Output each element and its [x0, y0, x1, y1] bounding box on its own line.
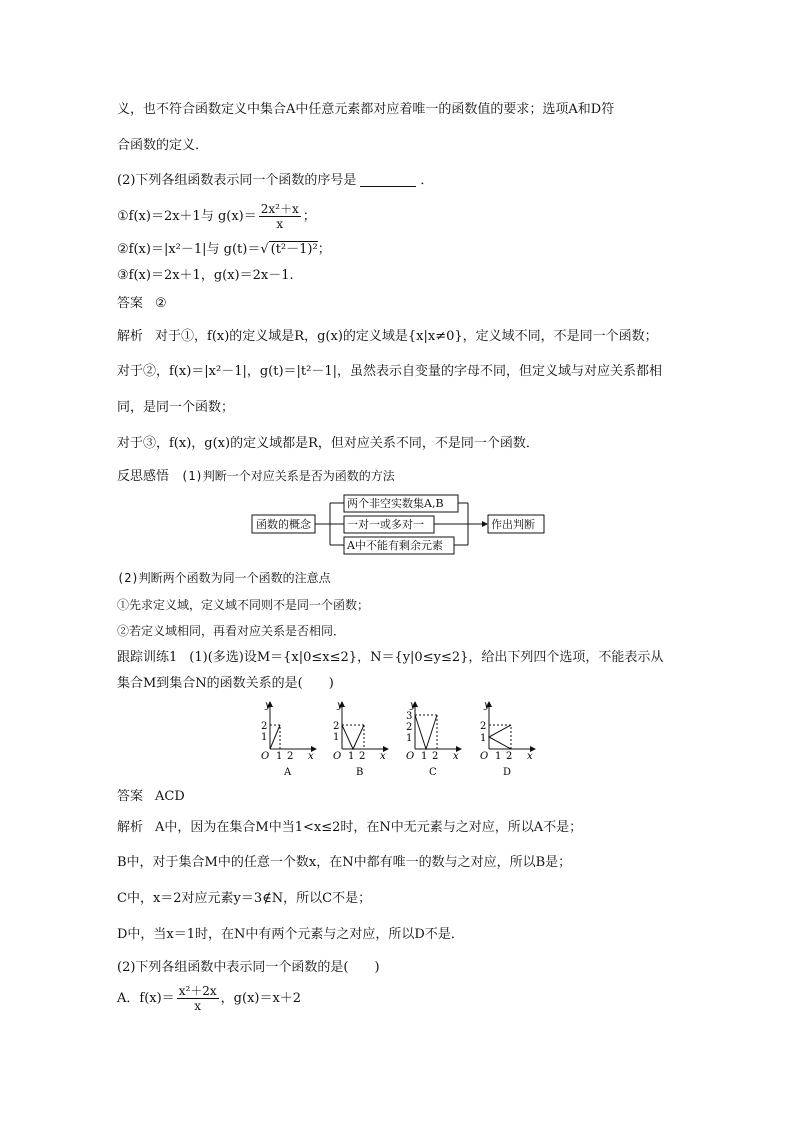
- answer-blank: [360, 186, 416, 187]
- tick-label: 1: [261, 732, 268, 743]
- question-text: (2)下列各组函数表示同一个函数的序号是: [117, 173, 357, 188]
- tick-label: 2: [506, 751, 513, 762]
- axis-x-label: x: [380, 751, 386, 762]
- graph-label: D: [503, 767, 512, 778]
- axis-x-label: x: [308, 751, 314, 762]
- option-graphs: [252, 700, 542, 780]
- training-label: 跟踪训练1: [117, 650, 178, 665]
- question-punct: ．: [420, 173, 434, 188]
- question-3: (2)下列各组函数中表示同一个函数的是( ): [117, 960, 380, 975]
- radicand: (t²－1)²: [270, 242, 318, 257]
- axis-y-label: y: [337, 700, 343, 711]
- tick-label: 2: [333, 721, 340, 732]
- analysis-text: A中，因为在集合M中当1<x≤2时，在N中无元素与之对应，所以A不是；: [155, 820, 583, 835]
- tick-label: 2: [261, 721, 268, 732]
- question-2: [117, 173, 433, 189]
- graph-d: [480, 700, 535, 778]
- analysis-line: [117, 820, 582, 836]
- axis-y-label: y: [265, 700, 271, 711]
- answer-value: ACD: [155, 789, 185, 804]
- training-text: (1)(多选)设M＝{x|0≤x≤2}，N＝{y|0≤y≤2}，给出下列四个选项，不能表示从: [189, 650, 664, 665]
- item-punct: ；: [317, 242, 331, 257]
- fraction: [259, 202, 301, 231]
- axis-y-label: y: [410, 700, 416, 711]
- item-punct: ；: [302, 209, 316, 224]
- answer-label: 答案: [117, 789, 144, 804]
- option-a: [117, 984, 301, 1014]
- item-text: ②f(x)＝|x²－1|与 g(t)＝√: [117, 242, 269, 257]
- option-text: A．f(x)＝: [117, 991, 175, 1006]
- answer-label: 答案: [117, 296, 144, 311]
- axis-y-label: y: [484, 700, 490, 711]
- fraction-denominator: x: [194, 999, 202, 1013]
- graph-label: B: [356, 767, 364, 778]
- tick-label: 2: [480, 721, 487, 732]
- flowchart: [250, 492, 550, 558]
- analysis-line: 对于③，f(x)，g(x)的定义域都是R，但对应关系不同，不是同一个函数．: [117, 436, 539, 451]
- graph-c: [406, 700, 461, 778]
- origin-label: O: [333, 751, 342, 762]
- tick-label: 2: [432, 751, 439, 762]
- text-line: 义，也不符合函数定义中集合A中任意元素都对应着唯一的函数值的要求；选项A和D符: [117, 102, 615, 117]
- text-line: 合函数的定义．: [117, 138, 209, 153]
- tick-label: 1: [333, 732, 340, 743]
- tick-label: 2: [287, 751, 294, 762]
- tick-label: 1: [495, 751, 502, 762]
- origin-label: O: [261, 751, 270, 762]
- analysis-line: D中，当x＝1时，在N中有两个元素与之对应，所以D不是．: [117, 927, 464, 942]
- tick-label: 2: [406, 722, 413, 733]
- axis-x-label: x: [453, 751, 459, 762]
- flow-cond-label-3: A中不能有剩余元素: [347, 539, 443, 552]
- analysis-text: 对于①，f(x)的定义域是R，g(x)的定义域是{x|x≠0}，定义域不同，不是同一个函数；: [155, 329, 658, 344]
- item-2: [117, 242, 331, 258]
- fraction: [177, 984, 219, 1013]
- reflect-title: (1)判断一个对应关系是否为函数的方法: [181, 469, 395, 483]
- tick-label: 1: [421, 751, 428, 762]
- origin-label: O: [480, 751, 489, 762]
- graph-a: [261, 700, 316, 778]
- option-text: ，g(x)＝x＋2: [220, 991, 302, 1006]
- tick-label: 1: [348, 751, 355, 762]
- graph-label: C: [429, 767, 437, 778]
- graph-b: [333, 700, 388, 778]
- reflect-label: 反思感悟: [117, 469, 170, 484]
- tick-label: 3: [406, 711, 413, 722]
- item-3: ③f(x)＝2x＋1，g(x)＝2x－1.: [117, 268, 294, 283]
- answer-line: [117, 296, 167, 312]
- answer-value: ②: [155, 296, 167, 311]
- fraction-numerator: x²＋2x: [178, 984, 217, 998]
- fraction-numerator: 2x²＋x: [260, 202, 299, 216]
- tick-label: 1: [480, 733, 487, 744]
- fraction-denominator: x: [276, 217, 284, 231]
- answer-line: [117, 789, 185, 805]
- item-1: [117, 202, 316, 232]
- flow-cond-label-1: 两个非空实数集A,B: [347, 497, 444, 510]
- reflect-point: ①先求定义域，定义域不同则不是同一个函数；: [117, 598, 370, 612]
- tick-label: 1: [276, 751, 283, 762]
- item-text: ①f(x)＝2x＋1与 g(x)＝: [117, 209, 257, 224]
- analysis-label: 解析: [117, 820, 144, 835]
- training-line: 集合M到集合N的函数关系的是( ): [117, 676, 334, 691]
- reflect-point: ②若定义域相同，再看对应关系是否相同．: [117, 624, 346, 638]
- training-line: [117, 650, 663, 666]
- flow-end-label: 作出判断: [491, 518, 535, 531]
- graph-label: A: [284, 767, 292, 778]
- reflect-point: (2)判断两个函数为同一个函数的注意点: [117, 571, 331, 585]
- analysis-line: C中，x＝2对应元素y＝3∉N，所以C不是；: [117, 891, 372, 906]
- reflect-heading: [117, 468, 395, 485]
- flow-start-label: 函数的概念: [256, 518, 311, 531]
- analysis-line: 同，是同一个函数；: [117, 400, 235, 415]
- analysis-line: [117, 329, 658, 345]
- axis-x-label: x: [527, 751, 533, 762]
- analysis-label: 解析: [117, 329, 144, 344]
- origin-label: O: [406, 751, 415, 762]
- analysis-line: B中，对于集合M中的任意一个数x，在N中都有唯一的数与之对应，所以B是；: [117, 855, 572, 870]
- analysis-line: 对于②，f(x)＝|x²－1|，g(t)＝|t²－1|，虽然表示自变量的字母不同，但定义域与对应关系都相: [117, 364, 663, 379]
- flow-cond-label-2: 一对一或多对一: [347, 518, 424, 531]
- tick-label: 2: [359, 751, 366, 762]
- tick-label: 1: [406, 733, 413, 744]
